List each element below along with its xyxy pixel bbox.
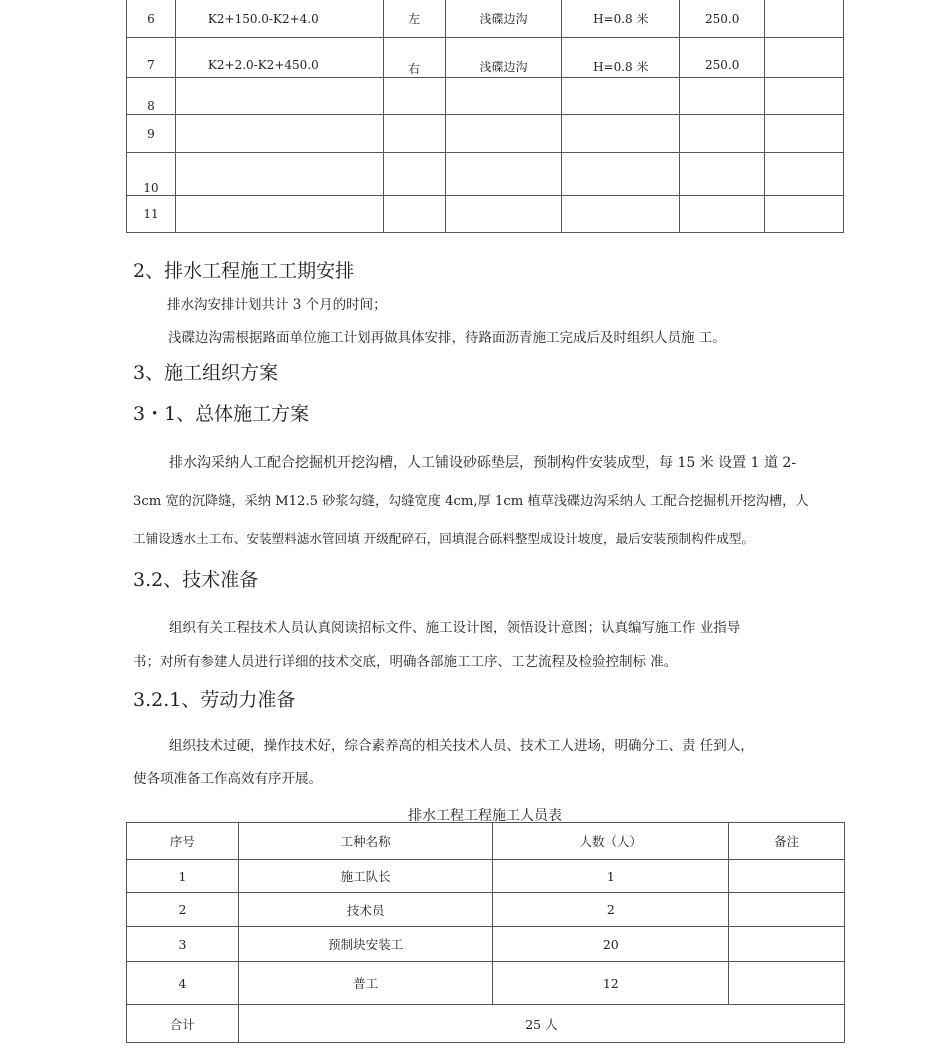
side: [383, 153, 445, 196]
note: [729, 860, 845, 893]
work-type: 施工队长: [238, 860, 493, 893]
side: 左: [383, 0, 445, 38]
table-row: [127, 0, 844, 38]
paragraph-line: 书；对所有参建人员进行详细的技术交底，明确各部施工工序、工艺流程及检验控制标 准。: [133, 654, 678, 670]
ditch-type: 浅碟边沟: [445, 38, 562, 78]
table-header-row: [127, 823, 845, 860]
paragraph-line: 组织技术过硬，操作技术好，综合素养高的相关技术人员、技术工人进场，明确分工、责 任到人，: [169, 738, 754, 754]
table-row: [127, 927, 845, 962]
paragraph-line: 组织有关工程技术人员认真阅读招标文件、施工设计图，领悟设计意图；认真编写施工作 业指导: [169, 620, 741, 636]
ditch-length: 250.0: [680, 38, 765, 78]
row-number: 7: [127, 38, 176, 78]
table-row: [127, 893, 845, 927]
drainage-table: [126, 0, 844, 233]
header-no: 序号: [127, 823, 239, 860]
note: [729, 893, 845, 927]
section-3-2-heading: 3.2、技术准备: [133, 569, 259, 591]
row-number: 9: [127, 115, 176, 153]
row-number: 2: [127, 893, 239, 927]
note: [765, 153, 844, 196]
paragraph-line: 3cm 宽的沉降缝，采纳 M12.5 砂浆勾缝，勾缝宽度 4cm,厚 1cm 植草浅碟边沟采纳人 工配合挖掘机开挖沟槽，人: [133, 494, 809, 509]
note: [765, 196, 844, 233]
tech-prep-paragraph: [133, 616, 845, 670]
station-range: [175, 153, 383, 196]
worker-count: 2: [493, 893, 729, 927]
work-type: 普工: [238, 962, 493, 1005]
table-row: [127, 153, 844, 196]
worker-count: 1: [493, 860, 729, 893]
row-number: 6: [127, 0, 176, 38]
schedule-text-line-2: 浅碟边沟需根据路面单位施工计划再做具体安排，待路面沥青施工完成后及时组织人员施 工。: [168, 330, 726, 346]
header-type: 工种名称: [238, 823, 493, 860]
side: [383, 196, 445, 233]
labor-prep-paragraph: [133, 734, 845, 787]
note: [765, 115, 844, 153]
ditch-length: 250.0: [680, 0, 765, 38]
ditch-type: [445, 115, 562, 153]
section-3-1-heading: 3・1、总体施工方案: [133, 403, 310, 425]
ditch-type: [445, 78, 562, 115]
station-range: K2+2.0-K2+450.0: [175, 38, 383, 78]
note: [765, 78, 844, 115]
ditch-length: [680, 115, 765, 153]
note: [729, 962, 845, 1005]
ditch-height: [562, 153, 680, 196]
ditch-height: H=0.8 米: [562, 0, 680, 38]
side: [383, 115, 445, 153]
row-number: 10: [127, 153, 176, 196]
overall-plan-paragraph: [133, 452, 845, 547]
section-2-heading: 2、排水工程施工工期安排: [133, 260, 355, 282]
paragraph-line: 使各项准备工作高效有序开展。: [133, 771, 322, 787]
station-range: K2+150.0-K2+4.0: [175, 0, 383, 38]
table-row: [127, 196, 844, 233]
total-row: [127, 1005, 845, 1043]
row-number: 3: [127, 927, 239, 962]
paragraph-line: 工铺设透水土工布、安装塑料滤水管回填 开级配碎石，回填混合砾料整型成设计坡度，最后安装预制构件成型。: [133, 531, 755, 546]
row-number: 1: [127, 860, 239, 893]
schedule-text-line-1: 排水沟安排计划共计 3 个月的时间；: [167, 297, 387, 313]
row-number: 4: [127, 962, 239, 1005]
table-row: [127, 962, 845, 1005]
section-3-heading: 3、施工组织方案: [133, 362, 279, 384]
note: [765, 0, 844, 38]
row-number: 11: [127, 196, 176, 233]
header-count: 人数（人）: [493, 823, 729, 860]
section-3-2-1-heading: 3.2.1、劳动力准备: [133, 689, 296, 711]
station-range: [175, 115, 383, 153]
table-row: [127, 860, 845, 893]
ditch-height: H=0.8 米: [562, 38, 680, 78]
header-note: 备注: [729, 823, 845, 860]
total-label: 合计: [127, 1005, 239, 1043]
ditch-length: [680, 153, 765, 196]
paragraph-line: 排水沟采纳人工配合挖掘机开挖沟槽，人工铺设砂砾垫层，预制构件安装成型，每 15 米 设置 1 道 2-: [169, 455, 797, 471]
table-row: [127, 78, 844, 115]
ditch-height: [562, 115, 680, 153]
ditch-type: [445, 153, 562, 196]
table-row: [127, 115, 844, 153]
ditch-type: [445, 196, 562, 233]
side: 右: [383, 38, 445, 78]
note: [729, 927, 845, 962]
staff-table: [126, 822, 845, 1043]
station-range: [175, 78, 383, 115]
note: [765, 38, 844, 78]
ditch-length: [680, 78, 765, 115]
station-range: [175, 196, 383, 233]
worker-count: 20: [493, 927, 729, 962]
ditch-height: [562, 78, 680, 115]
work-type: 技术员: [238, 893, 493, 927]
row-number: 8: [127, 78, 176, 115]
worker-count: 12: [493, 962, 729, 1005]
ditch-height: [562, 196, 680, 233]
ditch-type: 浅碟边沟: [445, 0, 562, 38]
total-value: 25 人: [238, 1005, 844, 1043]
ditch-length: [680, 196, 765, 233]
table-row: [127, 38, 844, 78]
staff-table-caption: 排水工程工程施工人员表: [408, 808, 562, 824]
work-type: 预制块安装工: [238, 927, 493, 962]
side: [383, 78, 445, 115]
